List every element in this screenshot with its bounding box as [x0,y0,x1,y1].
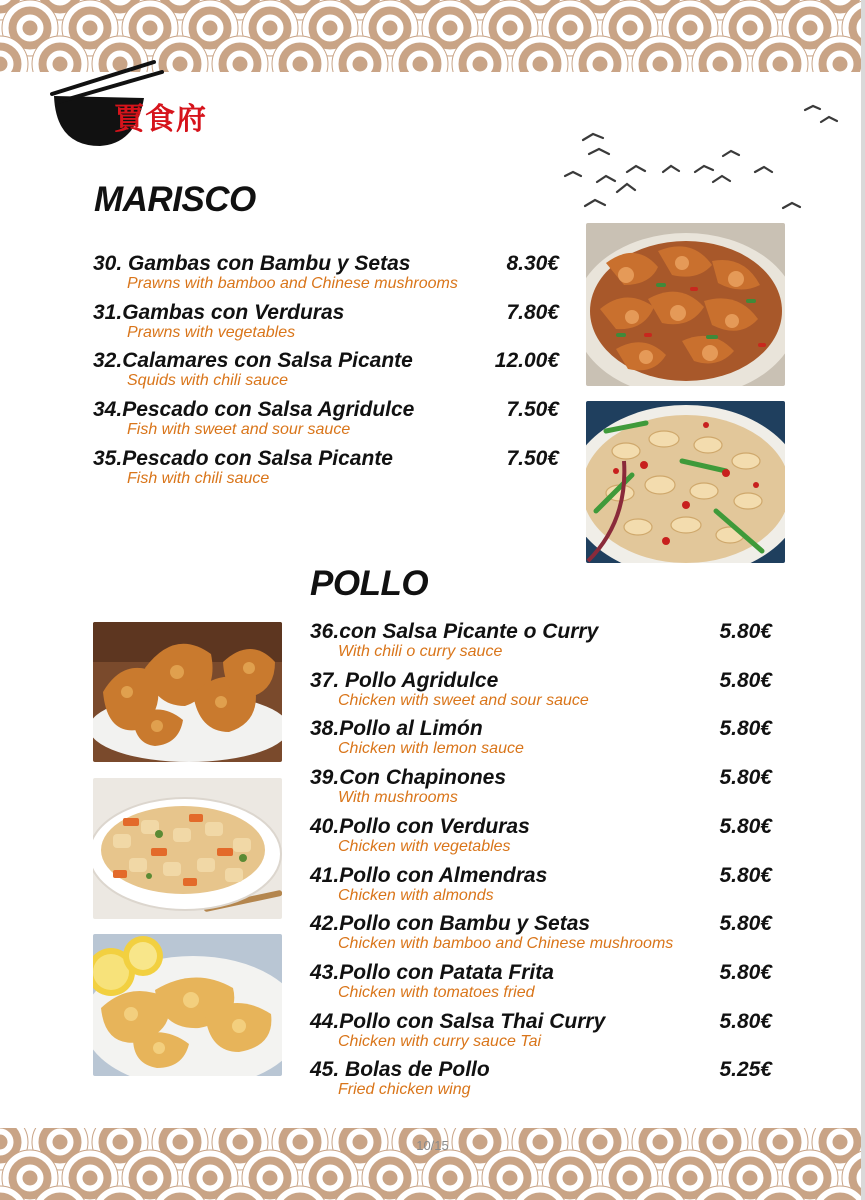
menu-item-name: 30. Gambas con Bambu y Setas [93,252,411,275]
menu-item-description: Chicken with tomatoes fried [338,983,535,1001]
menu-item-description: Prawns with vegetables [127,323,296,341]
menu-item-description: Chicken with vegetables [338,837,511,855]
menu-item-price: 5.80€ [719,912,772,936]
menu-item-price: 5.80€ [719,1009,772,1033]
menu-item-name: 43.Pollo con Patata Frita [310,960,554,984]
squid-chili-dish-photo [586,401,785,563]
menu-item [310,1058,775,1106]
menu-item-description: Chicken with bamboo and Chinese mushrooms [338,935,674,953]
menu-item-name: 35.Pescado con Salsa Picante [93,446,393,470]
menu-item-description: Chicken with almonds [338,886,494,904]
menu-item-description: With chili o curry sauce [338,643,503,660]
menu-item [310,864,775,912]
menu-item-name: 36.con Salsa Picante o Curry [310,620,599,643]
menu-item-price: 7.50€ [506,398,559,422]
menu-item-description: Chicken with sweet and sour sauce [338,691,589,709]
menu-item [93,398,563,446]
menu-item-price: 5.80€ [719,960,772,984]
menu-item-description: Squids with chili sauce [127,372,288,390]
menu-item-price: 8.30€ [506,252,559,275]
menu-item-description: Fried chicken wing [338,1081,471,1099]
menu-item-name: 45. Bolas de Pollo [310,1058,490,1082]
menu-item-description: Prawns with bamboo and Chinese mushrooms [127,275,458,292]
prawns-dish-photo [586,223,785,386]
menu-item-price: 5.80€ [719,863,772,887]
menu-item-price: 5.80€ [719,717,772,741]
chicken-stirfry-photo [93,778,282,919]
menu-item-price: 5.80€ [719,766,772,790]
menu-item-description: Fish with sweet and sour sauce [127,421,351,439]
menu-item [93,301,563,349]
menu-item-name: 32.Calamares con Salsa Picante [93,349,413,373]
menu-item-price: 5.25€ [719,1058,772,1082]
menu-item [93,252,563,300]
logo-chinese-characters: 賈食府 [114,102,207,137]
menu-item [93,349,563,397]
menu-item-name: 42.Pollo con Bambu y Setas [310,912,591,936]
menu-item-name: 41.Pollo con Almendras [310,863,548,887]
menu-item [93,447,563,495]
menu-item-name: 31.Gambas con Verduras [93,300,345,324]
menu-item-name: 37. Pollo Agridulce [310,668,499,692]
menu-item-name: 44.Pollo con Salsa Thai Curry [310,1009,606,1033]
menu-item [310,1010,775,1058]
menu-item [310,912,775,960]
menu-item [310,766,775,814]
page-edge-divider [861,0,865,1200]
menu-item [310,961,775,1009]
fried-chicken-photo [93,622,282,762]
menu-item-price: 5.80€ [719,620,772,643]
menu-item-name: 38.Pollo al Limón [310,717,483,741]
menu-item-price: 12.00€ [494,349,559,373]
menu-item [310,717,775,765]
menu-item [310,669,775,717]
menu-item-description: Fish with chili sauce [127,469,270,487]
birds-decoration [555,98,855,218]
menu-item-description: Chicken with lemon sauce [338,740,524,758]
pollo-section-title: POLLO [310,564,429,603]
menu-item-price: 7.50€ [506,446,559,470]
page-number: 10/15 [416,1138,449,1153]
menu-item-name: 39.Con Chapinones [310,766,507,790]
menu-item-name: 34.Pescado con Salsa Agridulce [93,398,415,422]
menu-item-price: 5.80€ [719,814,772,838]
marisco-section-title: MARISCO [94,180,256,219]
menu-item-description: With mushrooms [338,789,458,807]
menu-item [310,620,775,668]
menu-item-name: 40.Pollo con Verduras [310,814,530,838]
menu-item [310,815,775,863]
menu-item-price: 7.80€ [506,300,559,324]
menu-item-description: Chicken with curry sauce Tai [338,1032,542,1050]
menu-item-price: 5.80€ [719,668,772,692]
lemon-chicken-photo [93,934,282,1076]
